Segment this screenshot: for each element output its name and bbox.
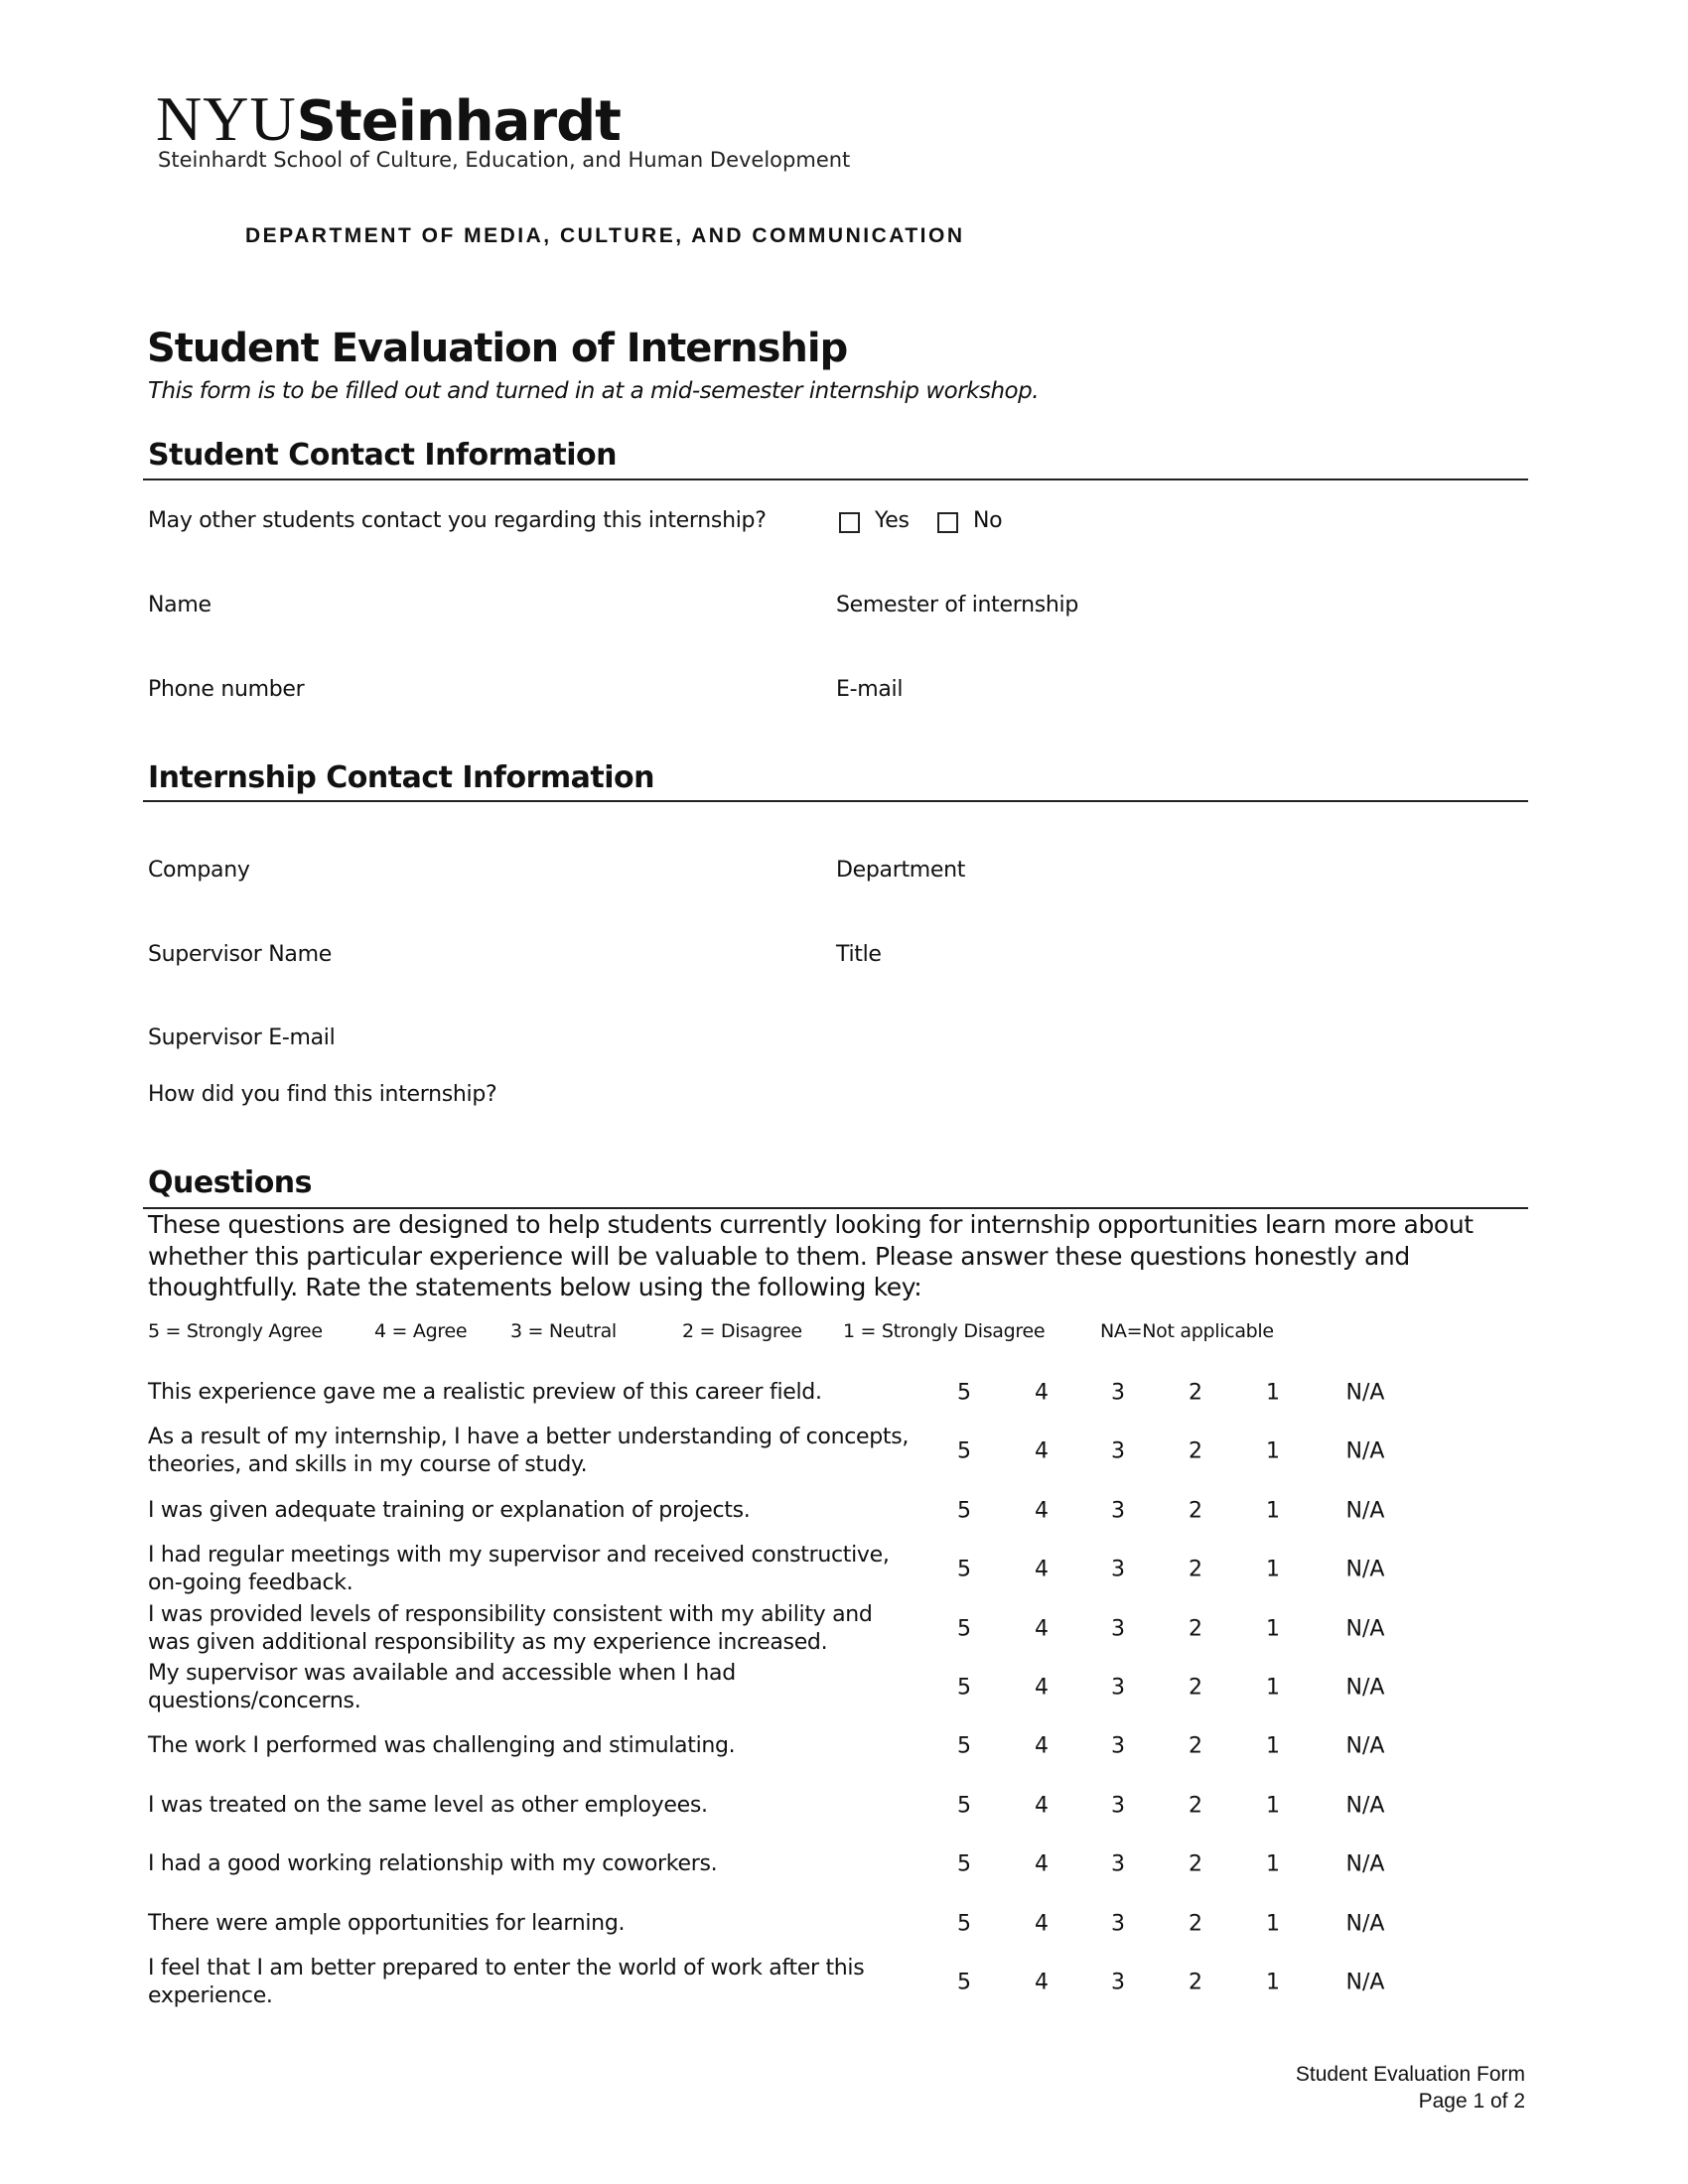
rating-option[interactable]: N/A: [1345, 1380, 1385, 1406]
rating-option[interactable]: 4: [1035, 1851, 1049, 1877]
no-label: No: [973, 508, 1003, 533]
key-4: 4 = Agree: [374, 1320, 468, 1342]
footer-form-name: Student Evaluation Form: [1295, 2063, 1525, 2086]
key-1: 1 = Strongly Disagree: [843, 1320, 1046, 1342]
question-text: I was provided levels of responsibility consistent with my ability and was given additional responsibility as my experience increased.: [148, 1601, 873, 1655]
question-text: My supervisor was available and accessible when I had questions/concerns.: [148, 1661, 736, 1713]
rating-option[interactable]: N/A: [1345, 1911, 1385, 1937]
rating-option[interactable]: N/A: [1345, 1675, 1385, 1701]
supervisor-name-field-label: Supervisor Name: [148, 942, 332, 967]
rating-option[interactable]: 2: [1189, 1793, 1202, 1819]
rating-option[interactable]: 3: [1111, 1851, 1125, 1877]
rating-option[interactable]: 2: [1189, 1970, 1202, 1995]
question-text: There were ample opportunities for learning.: [148, 1910, 626, 1936]
title-field-label: Title: [836, 942, 882, 967]
no-checkbox[interactable]: [937, 512, 958, 533]
rating-option[interactable]: 3: [1111, 1616, 1125, 1642]
page-title: Student Evaluation of Internship: [147, 326, 848, 371]
rating-option[interactable]: 5: [957, 1616, 971, 1642]
rating-option[interactable]: 1: [1266, 1970, 1280, 1995]
rating-option[interactable]: 5: [957, 1793, 971, 1819]
rating-option[interactable]: 2: [1189, 1616, 1202, 1642]
rating-option[interactable]: 4: [1035, 1970, 1049, 1995]
rating-option[interactable]: 5: [957, 1438, 971, 1464]
key-2: 2 = Disagree: [682, 1320, 802, 1342]
key-3: 3 = Neutral: [510, 1320, 617, 1342]
rating-option[interactable]: N/A: [1345, 1851, 1385, 1877]
semester-field-label: Semester of internship: [836, 593, 1079, 617]
phone-field-label: Phone number: [148, 677, 305, 702]
internship-contact-heading: Internship Contact Information: [148, 760, 654, 795]
rating-option[interactable]: 1: [1266, 1616, 1280, 1642]
questions-heading: Questions: [148, 1165, 313, 1200]
name-field-label: Name: [148, 593, 211, 617]
rating-option[interactable]: 3: [1111, 1438, 1125, 1464]
department-heading: DEPARTMENT OF MEDIA, CULTURE, AND COMMUNICATION: [245, 224, 965, 247]
footer-page-number: Page 1 of 2: [1418, 2090, 1525, 2113]
rating-option[interactable]: N/A: [1345, 1498, 1385, 1524]
rating-option[interactable]: 5: [957, 1970, 971, 1995]
rating-option[interactable]: 3: [1111, 1911, 1125, 1937]
question-text: I had regular meetings with my supervisor and received constructive, on-going feedback.: [148, 1543, 890, 1596]
rating-option[interactable]: 5: [957, 1911, 971, 1937]
question-text: The work I performed was challenging and stimulating.: [148, 1733, 736, 1759]
question-text: I was given adequate training or explanation of projects.: [148, 1497, 751, 1523]
rating-option[interactable]: 4: [1035, 1911, 1049, 1937]
rating-option[interactable]: 4: [1035, 1498, 1049, 1524]
department-field-label: Department: [836, 858, 966, 883]
question-text: I feel that I am better prepared to enter the world of work after this experience.: [148, 1956, 865, 2008]
rating-option[interactable]: 3: [1111, 1380, 1125, 1406]
rating-option[interactable]: 3: [1111, 1675, 1125, 1701]
yes-label: Yes: [875, 508, 910, 533]
divider: [143, 478, 1528, 480]
nyu-steinhardt-logo: [156, 83, 621, 154]
rating-option[interactable]: 2: [1189, 1733, 1202, 1759]
rating-option[interactable]: N/A: [1345, 1970, 1385, 1995]
rating-option[interactable]: 5: [957, 1380, 971, 1406]
rating-option[interactable]: 4: [1035, 1557, 1049, 1582]
student-contact-heading: Student Contact Information: [148, 438, 617, 473]
key-na: NA=Not applicable: [1100, 1320, 1274, 1342]
logo-subtitle: Steinhardt School of Culture, Education, and Human Development: [158, 148, 851, 172]
email-field-label: E-mail: [836, 677, 904, 702]
rating-option[interactable]: 2: [1189, 1498, 1202, 1524]
rating-option[interactable]: N/A: [1345, 1616, 1385, 1642]
logo-nyu: NYU: [156, 83, 297, 154]
rating-option[interactable]: 2: [1189, 1380, 1202, 1406]
questions-intro: These questions are designed to help students currently looking for internship opportunities learn more about whether this particular experience will be valuable to them. Please answer these questions honestly and thoughtfully. Rate the statements below using the following key:: [148, 1210, 1474, 1301]
rating-option[interactable]: 1: [1266, 1557, 1280, 1582]
rating-option[interactable]: 2: [1189, 1675, 1202, 1701]
rating-option[interactable]: 3: [1111, 1970, 1125, 1995]
rating-option[interactable]: N/A: [1345, 1733, 1385, 1759]
question-text: As a result of my internship, I have a better understanding of concepts, theories, and skills in my course of study.: [148, 1425, 910, 1478]
rating-option[interactable]: 4: [1035, 1438, 1049, 1464]
contact-permission-question: May other students contact you regarding this internship?: [148, 508, 767, 533]
rating-option[interactable]: 3: [1111, 1793, 1125, 1819]
rating-option[interactable]: 5: [957, 1557, 971, 1582]
rating-option[interactable]: 1: [1266, 1380, 1280, 1406]
rating-option[interactable]: N/A: [1345, 1793, 1385, 1819]
rating-option[interactable]: 1: [1266, 1793, 1280, 1819]
rating-option[interactable]: 3: [1111, 1498, 1125, 1524]
question-text: I had a good working relationship with my coworkers.: [148, 1851, 718, 1877]
rating-option[interactable]: 4: [1035, 1793, 1049, 1819]
rating-option[interactable]: 2: [1189, 1911, 1202, 1937]
divider: [143, 800, 1528, 802]
page-subtitle: This form is to be filled out and turned in at a mid-semester internship workshop.: [148, 378, 1040, 404]
logo-steinhardt: Steinhardt: [296, 89, 621, 154]
rating-option[interactable]: N/A: [1345, 1557, 1385, 1582]
rating-option[interactable]: 1: [1266, 1438, 1280, 1464]
rating-option[interactable]: 2: [1189, 1851, 1202, 1877]
rating-option[interactable]: 5: [957, 1851, 971, 1877]
key-5: 5 = Strongly Agree: [148, 1320, 323, 1342]
question-text: This experience gave me a realistic preview of this career field.: [148, 1380, 822, 1405]
rating-option[interactable]: 3: [1111, 1733, 1125, 1759]
rating-option[interactable]: 4: [1035, 1380, 1049, 1406]
rating-option[interactable]: N/A: [1345, 1438, 1385, 1464]
rating-option[interactable]: 4: [1035, 1616, 1049, 1642]
rating-option[interactable]: 2: [1189, 1557, 1202, 1582]
supervisor-email-field-label: Supervisor E-mail: [148, 1025, 336, 1050]
rating-option[interactable]: 5: [957, 1675, 971, 1701]
rating-option[interactable]: 3: [1111, 1557, 1125, 1582]
rating-option[interactable]: 1: [1266, 1911, 1280, 1937]
yes-checkbox[interactable]: [839, 512, 860, 533]
rating-option[interactable]: 5: [957, 1498, 971, 1524]
rating-option[interactable]: 1: [1266, 1733, 1280, 1759]
company-field-label: Company: [148, 858, 250, 883]
rating-option[interactable]: 2: [1189, 1438, 1202, 1464]
rating-option[interactable]: 5: [957, 1733, 971, 1759]
rating-option[interactable]: 1: [1266, 1498, 1280, 1524]
how-found-field-label: How did you find this internship?: [148, 1082, 497, 1107]
rating-option[interactable]: 1: [1266, 1851, 1280, 1877]
question-text: I was treated on the same level as other employees.: [148, 1792, 708, 1818]
rating-option[interactable]: 1: [1266, 1675, 1280, 1701]
rating-option[interactable]: 4: [1035, 1733, 1049, 1759]
rating-option[interactable]: 4: [1035, 1675, 1049, 1701]
